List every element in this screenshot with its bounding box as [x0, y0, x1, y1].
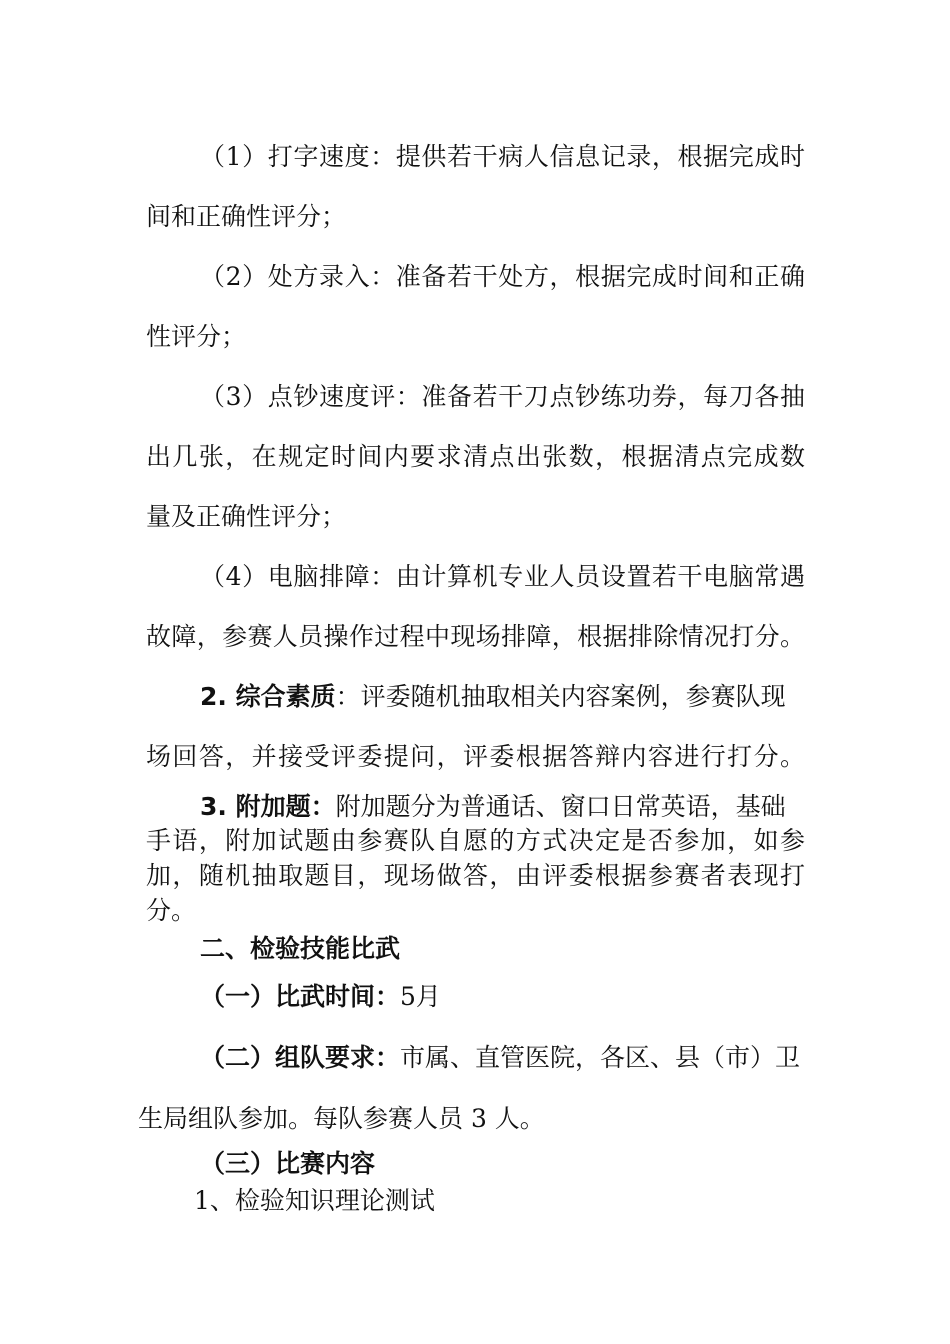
paragraph-typing-speed-line2: 间和正确性评分； [146, 202, 347, 231]
team-requirement-text: 市属、直管医院，各区、县（市）卫 [400, 1043, 801, 1072]
paragraph-cash-counting-line3: 量及正确性评分； [146, 502, 347, 531]
bonus-heading: 3. 附加题： [200, 792, 336, 821]
overall-quality-heading: 2. 综合素质 [200, 682, 336, 711]
paragraph-prescription-line2: 性评分； [146, 322, 247, 351]
paragraph-pc-troubleshoot-line1: （4）电脑排障：由计算机专业人员设置若干电脑常遇 [200, 562, 805, 591]
paragraph-team-requirement-line1 [200, 1038, 800, 1074]
paragraph-typing-speed-line1: （1）打字速度：提供若干病人信息记录，根据完成时 [200, 142, 805, 171]
paragraph-prescription-line1: （2）处方录入：准备若干处方，根据完成时间和正确 [200, 262, 805, 291]
bonus-text: 附加题分为普通话、窗口日常英语，基础 [335, 792, 786, 821]
section-heading-lab-skills: 二、检验技能比武 [200, 934, 401, 963]
paragraph-cash-counting-line2: 出几张，在规定时间内要求清点出张数，根据清点完成数 [146, 442, 805, 471]
paragraph-bonus-line4: 分。 [146, 896, 197, 925]
overall-quality-text: ：评委随机抽取相关内容案例，参赛队现 [335, 682, 786, 711]
paragraph-overall-quality-line1 [200, 677, 786, 713]
list-item-lab-theory-test: 1、检验知识理论测试 [194, 1186, 435, 1215]
paragraph-bonus-line3: 加，随机抽取题目，现场做答，由评委根据参赛者表现打 [146, 861, 805, 890]
paragraph-team-requirement-line2: 生局组队参加。每队参赛人员 3 人。 [138, 1104, 545, 1133]
team-requirement-heading: （二）组队要求： [200, 1043, 401, 1072]
paragraph-cash-counting-line1: （3）点钞速度评：准备若干刀点钞练功券，每刀各抽 [200, 382, 805, 411]
competition-time-value: 5月 [400, 982, 441, 1011]
competition-time-heading: （一）比武时间： [200, 982, 401, 1011]
paragraph-bonus-line2: 手语，附加试题由参赛队自愿的方式决定是否参加，如参 [146, 826, 805, 855]
paragraph-overall-quality-line2: 场回答，并接受评委提问，评委根据答辩内容进行打分。 [146, 742, 805, 771]
subheading-competition-content: （三）比赛内容 [200, 1149, 376, 1178]
paragraph-competition-time [200, 977, 441, 1013]
paragraph-pc-troubleshoot-line2: 故障，参赛人员操作过程中现场排障，根据排除情况打分。 [146, 622, 805, 651]
paragraph-bonus-line1 [200, 787, 786, 823]
